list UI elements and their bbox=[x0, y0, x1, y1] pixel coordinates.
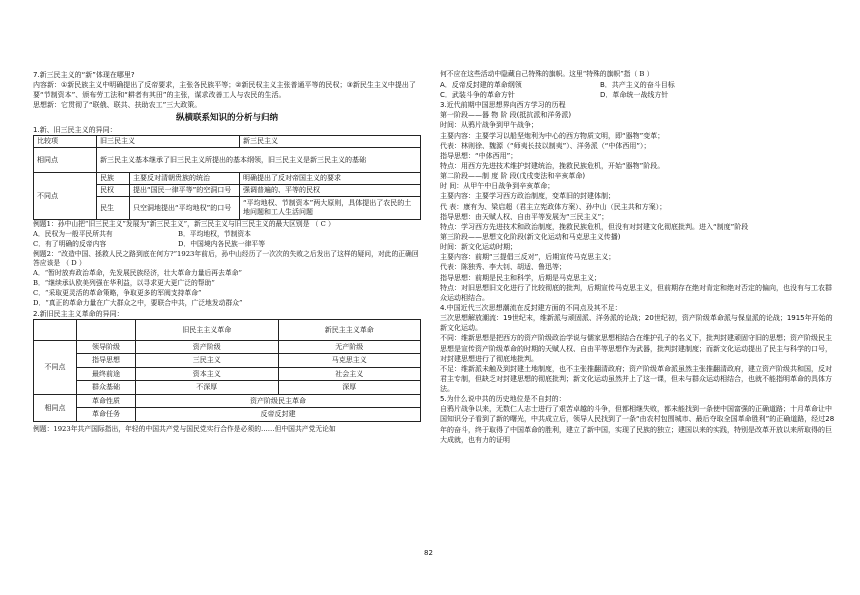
row-new: 强调普遍的、平等的民权 bbox=[240, 185, 421, 197]
page-number: 82 bbox=[424, 549, 433, 557]
row-new: “平均地权、节制资本”两大原则，具体提出了农民的土地问题和工人生活问题 bbox=[240, 197, 421, 220]
stage2-guide: 指导思想：由天赋人权、自由平等发展为“三民主义”； bbox=[440, 212, 609, 221]
table-row-minsheng bbox=[97, 197, 240, 220]
row-new: 社会主义 bbox=[278, 367, 421, 381]
example-3-options-cd bbox=[440, 90, 838, 100]
option-b: B．平均地权，节制资本 bbox=[178, 229, 251, 238]
stage3-content: 主要内容：前期“三提倡三反对”，后期宣传马克思主义； bbox=[440, 253, 616, 262]
row-old: 只空洞地提出“平均地权”的口号 bbox=[133, 203, 232, 212]
stage1-people: 代表：林则徐、魏源（“师夷长技以制夷”）、洋务派（“中体西用”）； bbox=[440, 141, 651, 150]
q7-content: 内容新：①新民族主义中明确提出了反帝要求，主张各民族平等；②新民权主义主张普通平等的民权；③新民生主义中提出了要“节制资本”、颁布劳工法和“耕者有其田”的主张，谋求改善工人与农民的生活。 bbox=[33, 81, 416, 100]
option-a: A．民权为一般平民所共有 bbox=[33, 229, 113, 238]
option-d: D．革命统一战线方针 bbox=[600, 90, 669, 99]
stage3-heading: 第三阶段——思想文化阶段(新文化运动和马克思主义传播) bbox=[440, 232, 621, 241]
header-new-revolution: 新民主主义革命 bbox=[278, 319, 421, 340]
same-label: 相同点 bbox=[34, 148, 97, 173]
row-item: 民族 bbox=[97, 173, 130, 183]
row-item: 民生 bbox=[97, 197, 130, 219]
stage2-people: 代 表：康有为、梁启超（君主立宪政体方案）、孙中山（民主共和方案）； bbox=[440, 202, 667, 211]
row-old: 资产阶级 bbox=[136, 340, 279, 354]
table-row-minzu bbox=[97, 173, 240, 185]
row-item: 指导思想 bbox=[77, 354, 136, 368]
row-same: 反帝反封建 bbox=[136, 408, 421, 422]
example-3-continued: 何不应在这些活动中隐藏自己特殊的旗帜。这里“特殊的旗帜”指（ B ） bbox=[440, 70, 654, 78]
row-new: 明确提出了反对帝国主义的要求 bbox=[240, 173, 421, 185]
q4-shortcoming: 不足：维新派未触及到封建土地制度，也不主张推翻清政府；资产阶级革命派虽然主张推翻清政府，建立资产阶级共和国，反对君主专制，但缺乏对封建思想的彻底批判；新文化运动虽然并上了这一课，但未与群众运动相结合，也就不能指明革命的具体方法。 bbox=[440, 364, 832, 394]
row-item: 群众基础 bbox=[77, 381, 136, 395]
stage2-feature: 特点：学习西方先进技术和政治制度，挽救民族危机，但没有对封建文化彻底批判。进入“制度”阶段 bbox=[440, 222, 749, 231]
example-1-options-cd bbox=[33, 240, 421, 250]
same-label: 相同点 bbox=[34, 394, 77, 421]
header-new: 新三民主义 bbox=[240, 136, 421, 148]
row-old: 不深厚 bbox=[136, 381, 279, 395]
three-principles-table bbox=[33, 135, 421, 220]
example-1-options-ab bbox=[33, 230, 421, 240]
stage2-time: 时 间：从甲午中日战争到辛亥革命； bbox=[440, 182, 555, 191]
row-old: 三民主义 bbox=[136, 354, 279, 368]
stage3-guide: 指导思想：前期是民主和科学，后期是马克思主义； bbox=[440, 273, 601, 282]
example-2-option-b: B．“继续承认欧美列强在华利益，以寻求更大更广泛的帮助” bbox=[33, 279, 215, 288]
example-2-option-a: A．“暂时放弃政治革命，先发展民族经济，壮大革命力量后再去革命” bbox=[33, 269, 242, 278]
left-column bbox=[33, 70, 421, 435]
example-3: 例题：1923年共产国际指出，年轻的中国共产党与国民党实行合作是必须的……但中国共产党无论如 bbox=[33, 424, 336, 433]
example-2-option-c: C．“采取更灵活的革命策略，争取更多的军阀支持革命” bbox=[33, 288, 202, 297]
q4-difference: 不同：维新思想是把西方的资产阶级政治学说与儒家思想相结合在维护孔子的名义下，批判封建顽固守旧的思想；资产阶级民主思想是宣传资产阶级革命的时期的天赋人权、自由平等思想作为武器，批判封建制度；而新文化运动提出了民主与科学的口号，对封建思想进行了彻底地批判。 bbox=[440, 334, 832, 363]
example-2: 例题2：“改造中国、拯救人民之路到底在何方?”1923年前后，孙中山经历了一次次的失败之后发出了这样的疑问，对此的正确回答应该是 （ D ） bbox=[33, 249, 419, 268]
stage1-content: 主要内容：主要学习以船坚炮利为中心的西方物质文明，即“器物”变革； bbox=[440, 131, 665, 140]
stage2-heading: 第二阶段——制 度 阶 段(戊戌变法和辛亥革命) bbox=[440, 172, 586, 181]
option-c: C．武装斗争的革命方针 bbox=[440, 90, 515, 99]
row-item: 最终前途 bbox=[77, 367, 136, 381]
item1-heading: 1.新、旧三民主义的异同： bbox=[33, 125, 117, 134]
option-c: C．有了明确的反帝内容 bbox=[33, 239, 107, 248]
row-old: 提出“国民一律平等”的空洞口号 bbox=[133, 186, 232, 195]
table-row-minquan bbox=[97, 185, 240, 197]
row-new: 无产阶级 bbox=[278, 340, 421, 354]
q3-heading: 3.近代前期中国思想界向西方学习的历程 bbox=[440, 101, 566, 110]
row-old: 资本主义 bbox=[136, 367, 279, 381]
stage1-feature: 特点：用西方先进技术维护封建统治，挽救民族危机，开始“器物”阶段。 bbox=[440, 161, 665, 170]
revolution-table bbox=[33, 319, 421, 422]
stage3-people: 代表：陈独秀、李大钊、胡适、鲁迅等； bbox=[440, 263, 566, 272]
diff-label: 不同点 bbox=[34, 340, 77, 394]
q4-heading: 4.中国近代三次思想潮流在反封建方面的不同点及其不足： bbox=[440, 303, 622, 312]
stage1-guide: 指导思想：“中体西用”； bbox=[440, 151, 518, 160]
diff-label: 不同点 bbox=[34, 173, 97, 220]
example-2-option-d: D．“真正的革命力量在广大群众之中，要联合中共，广泛地发动群众” bbox=[33, 298, 243, 307]
option-a: A．反帝反封建的革命纲领 bbox=[440, 80, 522, 89]
row-item: 民权 bbox=[97, 185, 130, 195]
example-1: 例题1：孙中山把“旧三民主义”发展为“新三民主义”，新三民主义与旧三民主义的最大区别是 （ C ） bbox=[33, 220, 335, 229]
header-old-revolution: 旧民主主义革命 bbox=[136, 319, 279, 340]
stage3-time: 时间：新文化运动时期； bbox=[440, 243, 517, 252]
same-text: 新三民主义基本继承了旧三民主义所提出的基本纲领，旧三民主义是新三民主义的基础 bbox=[97, 148, 421, 173]
q5-heading: 5.为什么说中共的历史地位是不自封的： bbox=[440, 395, 566, 404]
header-old: 旧三民主义 bbox=[97, 136, 240, 148]
stage1-heading: 第一阶段——器 物 阶 段(抵抗派和洋务派) bbox=[440, 111, 572, 120]
row-old: 主要反对清朝贵族的统治 bbox=[133, 174, 210, 183]
q7-heading: 7.新三民主义的“新”体现在哪里? bbox=[33, 71, 135, 79]
stage3-feature: 特点：对旧思想旧文化进行了比较彻底的批判，后期宣传马克思主义，但前期存在绝对肯定和绝对否定的偏向，也没有与工农群众运动相结合。 bbox=[440, 283, 832, 302]
header-compare: 比较项 bbox=[34, 136, 97, 148]
row-item: 领导阶级 bbox=[77, 340, 136, 354]
q7-thought: 思想新：它贯彻了“联俄、联共、扶助农工”三大政策。 bbox=[33, 101, 202, 110]
item2-heading: 2.新旧民主主义革命的异同： bbox=[33, 309, 124, 318]
q4-intro: 三次思想解放潮流：19世纪末，维新派与顽固派、洋务派的论战；20世纪初，资产阶级革命派与保皇派的论战；1915年开始的新文化运动。 bbox=[440, 314, 833, 333]
row-new: 马克思主义 bbox=[278, 354, 421, 368]
option-d: D．中国境内各民族一律平等 bbox=[178, 239, 266, 248]
stage2-content: 主要内容：主要学习西方政治制度，变革旧的封建体制； bbox=[440, 192, 615, 201]
q5-text: 自鸦片战争以来，无数仁人志士进行了艰苦卓越的斗争，但都相继失败，都未能找到一条使中国富强的正确道路；十月革命让中国知识分子看到了新的曙光，中共成立后，领导人民找到了一条“由农村包围城市、最后夺取全国革命胜利”的正确道路，经过28年的奋斗，终于取得了中国革命的胜利，建立了新中国，实现了民族的独立；建国以来的实践，特别是改革开放以来所取得的巨大成就，也有力的证明 bbox=[440, 405, 835, 444]
row-item: 革命性质 bbox=[77, 394, 136, 408]
corner-cell bbox=[34, 319, 77, 340]
corner-cell-2 bbox=[77, 319, 136, 340]
option-b: B．共产主义的奋斗目标 bbox=[600, 80, 675, 89]
stage1-time: 时间：从鸦片战争到甲午战争； bbox=[440, 121, 538, 130]
row-item: 革命任务 bbox=[77, 408, 136, 422]
section-title: 纵横联系知识的分析与归纳 bbox=[175, 112, 278, 123]
example-3-options-ab bbox=[440, 80, 838, 90]
right-column bbox=[440, 70, 838, 445]
row-new: 深厚 bbox=[278, 381, 421, 395]
row-same: 资产阶级民主革命 bbox=[136, 394, 421, 408]
